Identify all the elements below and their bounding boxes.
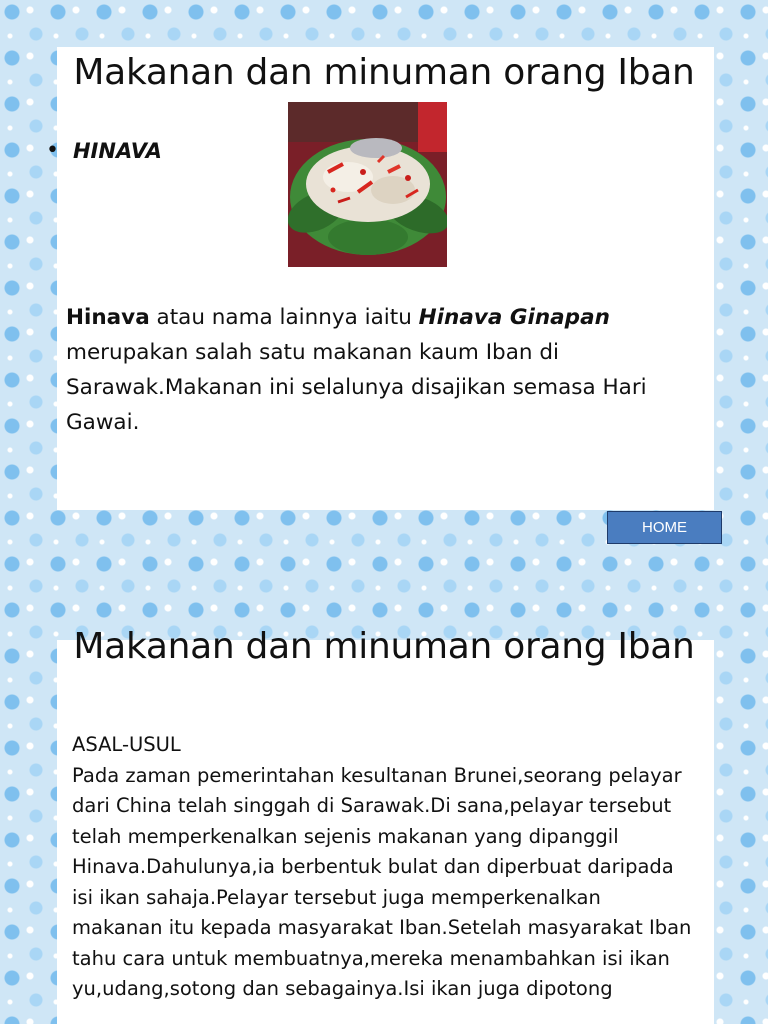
origin-body: Pada zaman pemerintahan kesultanan Brunei,seorang pelayar dari China telah singgah di Sarawak.Di sana,pelayar tersebut telah memperkenalkan sejenis makanan yang dipanggil Hinava.Dahulunya,ia berbentuk bulat dan diperbuat daripada isi ikan sahaja.Pelayar tersebut juga memperkenalkan makanan itu kepada masyarakat Iban.Setelah masyarakat Iban tahu cara untuk membuatnya,mereka menambahkan isi ikan yu,udang,sotong dan sebagainya.Isi ikan juga dipotong xyxy=(72,763,692,1000)
hinava-photo-icon xyxy=(288,102,447,267)
description-text-1: atau nama lainnya iaitu xyxy=(149,305,419,330)
slide-2 xyxy=(0,512,768,1024)
description-term-hinava-ginapan: Hinava Ginapan xyxy=(418,305,610,330)
slide-2-title: Makanan dan minuman orang Iban xyxy=(73,626,695,667)
slide-1-title: Makanan dan minuman orang Iban xyxy=(73,52,695,93)
hinava-description xyxy=(66,300,676,440)
origin-text-block xyxy=(72,730,692,1005)
hinava-photo xyxy=(288,102,447,267)
bullet-label: HINAVA xyxy=(72,138,162,163)
origin-heading: ASAL-USUL xyxy=(72,733,181,756)
bullet-item-hinava xyxy=(46,138,162,163)
home-button[interactable]: HOME xyxy=(607,511,722,544)
bullet-dot-icon: • xyxy=(46,138,59,163)
description-text-2: merupakan salah satu makanan kaum Iban di Sarawak.Makanan ini selalunya disajikan semasa Hari Gawai. xyxy=(66,340,647,435)
description-term-hinava: Hinava xyxy=(66,305,150,330)
